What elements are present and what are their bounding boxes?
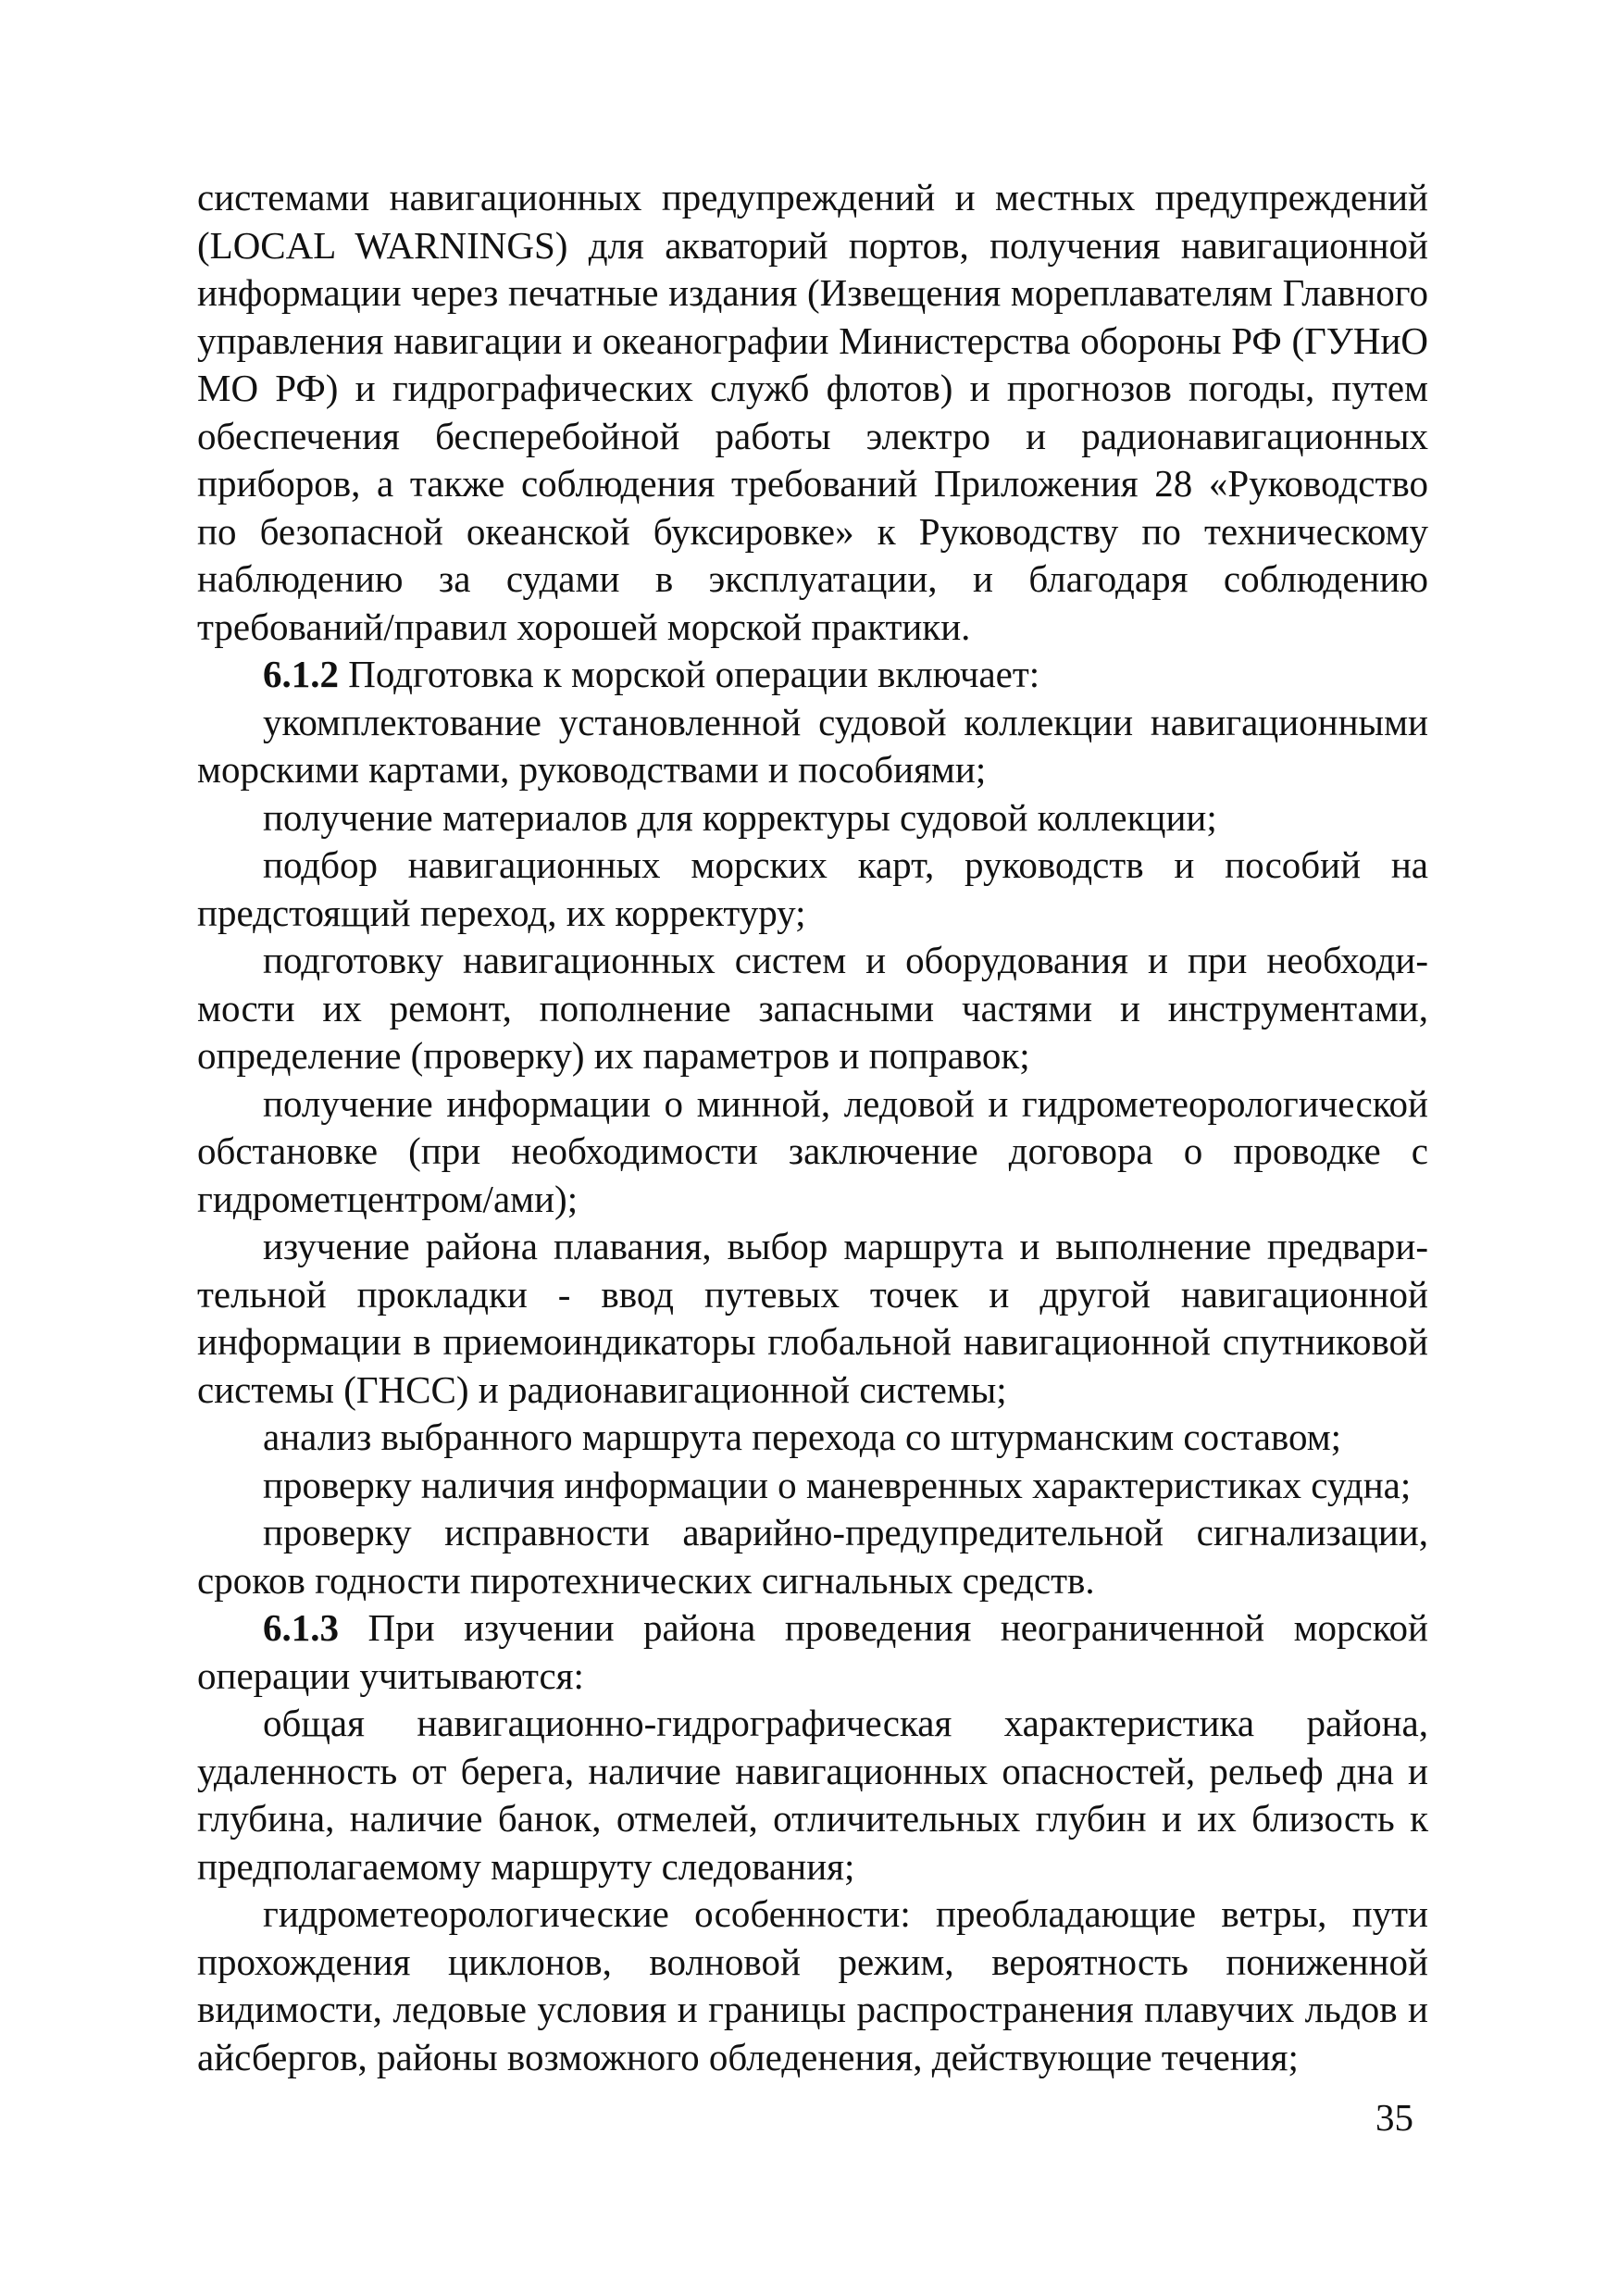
paragraph-text: проверку наличия информации о маневренных характеристиках судна; xyxy=(263,1463,1412,1506)
paragraph-6-1-2 xyxy=(197,651,1428,699)
paragraph-text: Подготовка к морской операции включает: xyxy=(339,653,1040,695)
list-item xyxy=(197,1700,1428,1890)
list-item xyxy=(197,842,1428,937)
list-item xyxy=(197,1414,1428,1462)
paragraph-continuation xyxy=(197,174,1428,651)
list-item xyxy=(197,1509,1428,1604)
list-item xyxy=(197,1080,1428,1224)
paragraph-text: укомплектование установленной судовой коллекции навигационными морскими картами, руководствами и пособиями; xyxy=(197,700,1428,791)
paragraph-text: системами навигационных предупреждений и местных предупреждений (LOCAL WARNINGS) для акваторий портов, получения навигационной информации через печатные издания (Извещения мореплавателям Главного управления навигации и океанографии Министерства обороны РФ (ГУНиО МО РФ) и гидрографических служб флотов) и прогнозов погоды, путем обеспечения бесперебойной работы электро и радионавигационных приборов, а также соблюдения требований Приложения 28 «Руководство по безопасной океанской буксировке» к Руководству по техническому наблюдению за судами в эксплуатации, и благодаря соблюдению требований/правил хорошей морской практики. xyxy=(197,176,1428,648)
page-number: 35 xyxy=(1375,2096,1413,2139)
paragraph-text: общая навигационно-гидрографическая характеристика района, удаленность от берега, наличие навигационных опасностей, рельеф дна и глубина, наличие банок, отмелей, отличительных глубин и их близость к предполагаемому маршруту следования; xyxy=(197,1702,1428,1888)
paragraph-text: подбор навигационных морских карт, руководств и пособий на предстоящий переход, их корректуру; xyxy=(197,843,1428,934)
list-item xyxy=(197,1890,1428,2081)
paragraph-text: анализ выбранного маршрута перехода со штурманским составом; xyxy=(263,1416,1342,1458)
document-body xyxy=(197,174,1428,2081)
paragraph-text: проверку исправности аварийно-предупредительной сигнализации, сроков годности пиротехнических сигнальных средств. xyxy=(197,1511,1428,1602)
list-item xyxy=(197,794,1428,842)
paragraph-text: При изучении района проведения неограниченной морской операции учитываются: xyxy=(197,1606,1428,1697)
paragraph-text: подготовку навигационных систем и оборудования и при необходимости их ремонт, пополнение запасными частями и инструментами, определение (проверку) их параметров и поправок; xyxy=(197,939,1428,1077)
paragraph-text: изучение района плавания, выбор маршрута и выполнение предварительной прокладки - ввод путевых точек и другой навигационной информации в приемоиндикаторы глобальной навигационной спутниковой системы (ГНСС) и радионавигационной системы; xyxy=(197,1225,1428,1411)
paragraph-text: получение информации о минной, ледовой и гидрометеорологической обстановке (при необходимости заключение договора о проводке с гидрометцентром/ами); xyxy=(197,1081,1428,1220)
paragraph-text: гидрометеорологические особенности: преобладающие ветры, пути прохождения циклонов, волновой режим, вероятность пониженной видимости, ледовые условия и границы распространения плавучих льдов и айсбергов, районы возможного обледенения, действующие течения; xyxy=(197,1892,1428,2078)
paragraph-6-1-3 xyxy=(197,1604,1428,1700)
section-number: 6.1.2 xyxy=(263,653,339,695)
list-item xyxy=(197,1462,1428,1510)
section-number: 6.1.3 xyxy=(263,1606,339,1649)
list-item xyxy=(197,1223,1428,1414)
list-item xyxy=(197,699,1428,794)
paragraph-text: получение материалов для корректуры судовой коллекции; xyxy=(263,795,1217,839)
list-item xyxy=(197,937,1428,1080)
